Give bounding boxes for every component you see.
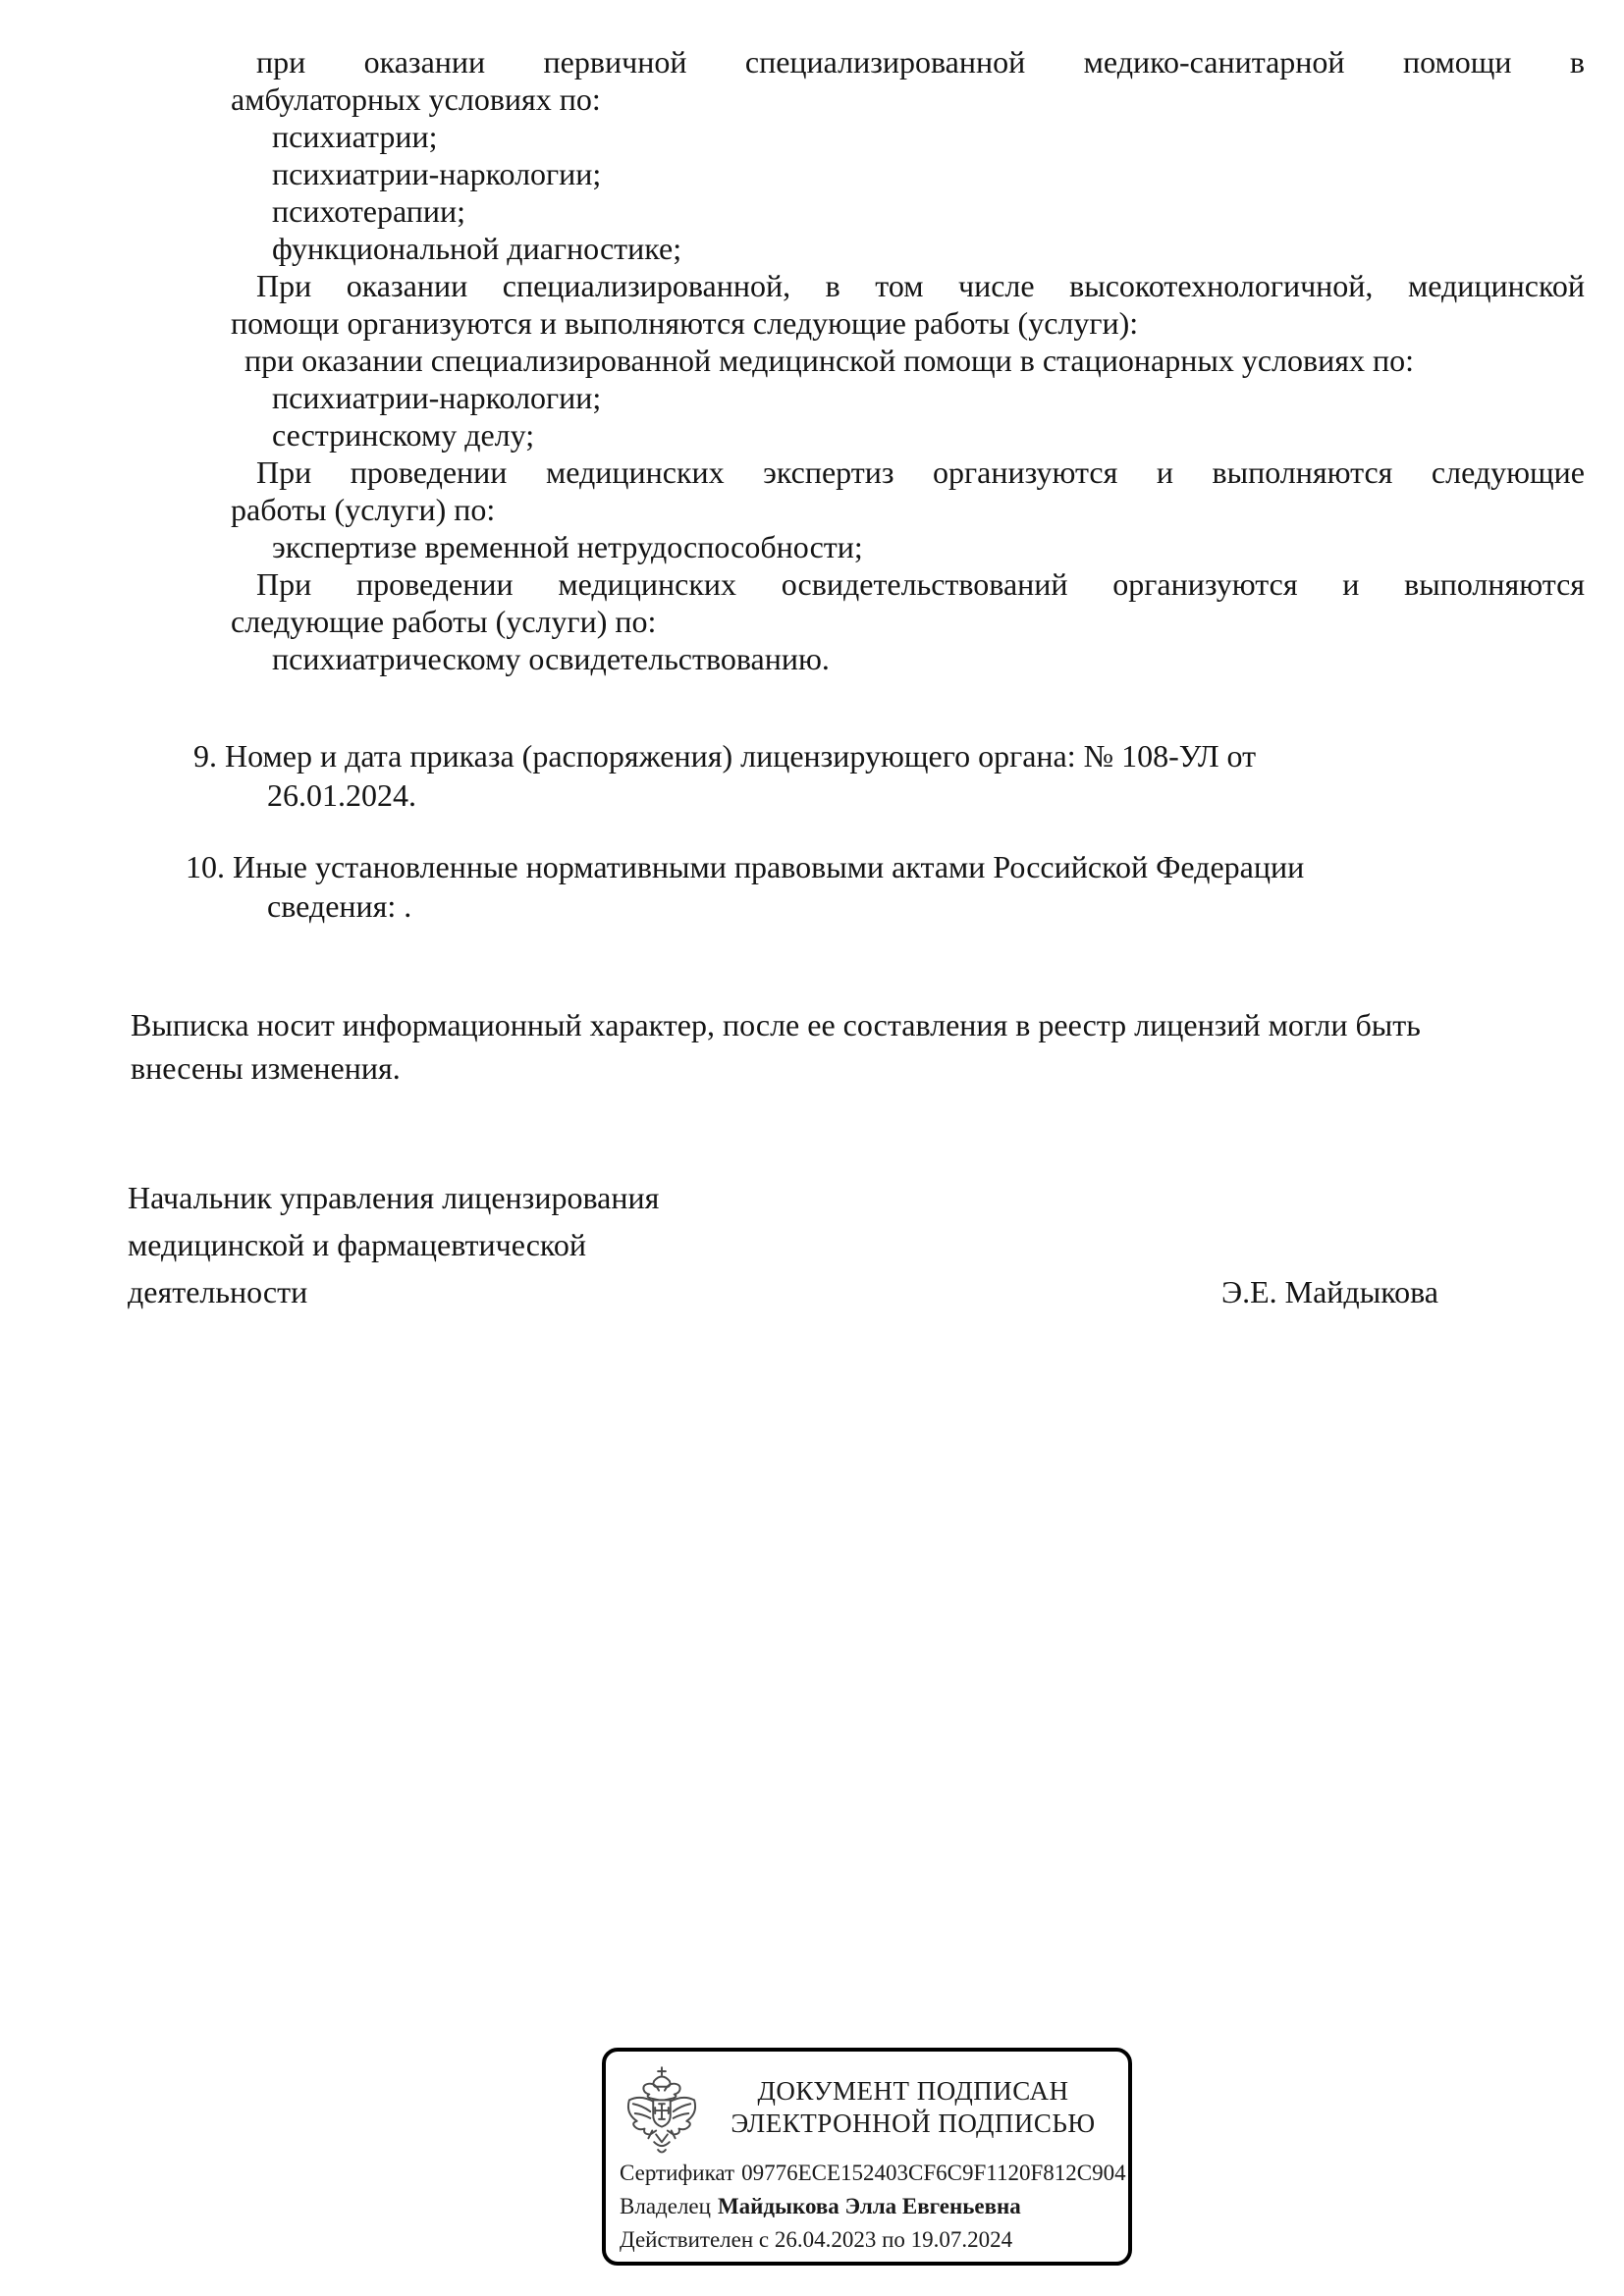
stamp-title [710,2075,1116,2140]
text-line: помощи организуются и выполняются следующие работы (услуги): [231,305,1139,341]
electronic-signature-stamp [602,2048,1132,2266]
signature-row [128,1174,1438,1315]
clause-10-line: 10. Иные установленные нормативными правовыми актами Российской Федерации [186,849,1305,884]
clause-9 [193,736,1565,815]
stamp-certificate-line [620,2157,1126,2190]
text-line: работы (услуги) по: [231,492,496,527]
text-line: при оказании первичной специализированной медико-санитарной помощи в [256,44,1585,80]
service-item: психиатрии-наркологии; [272,380,602,415]
stamp-title-line: ЭЛЕКТРОННОЙ ПОДПИСЬЮ [731,2109,1096,2138]
text-line: следующие работы (услуги) по: [231,604,657,639]
service-item: сестринскому делу; [272,417,535,453]
signer-name: Э.Е. Майдыкова [1220,1274,1438,1309]
text-line: При оказании специализированной, в том числе высокотехнологичной, медицинской [256,268,1585,303]
numbered-clauses [186,736,1565,926]
clause-9-line: 9. Номер и дата приказа (распоряжения) лицензирующего органа: № 108-УЛ от [193,738,1257,774]
signer-title-line: Начальник управления лицензирования [128,1180,660,1215]
service-item: экспертизе временной нетрудоспособности; [272,529,863,564]
service-item: психиатрии-наркологии; [272,156,602,191]
certificate-label: Сертификат [620,2161,735,2185]
clause-10 [186,847,1565,926]
owner-label: Владелец [620,2194,711,2218]
text-line: При проведении медицинских экспертиз организуются и выполняются следующие [256,454,1585,490]
service-item: психотерапии; [272,193,466,229]
signer-title-line: медицинской и фармацевтической [128,1227,586,1262]
signer-title [128,1174,659,1315]
roszdravnadzor-double-headed-eagle-icon [625,2065,698,2162]
service-item: психиатрии; [272,119,438,154]
text-line: при оказании специализированной медицинской помощи в стационарных условиях по: [244,343,1414,378]
service-item: психиатрическому освидетельствованию. [272,641,830,676]
stamp-title-line: ДОКУМЕНТ ПОДПИСАН [757,2076,1069,2106]
stamp-details [620,2157,1126,2257]
text-line: При проведении медицинских освидетельствований организуются и выполняются [256,566,1585,602]
license-works-section [231,0,1585,677]
stamp-owner-line [620,2190,1122,2223]
note-line: внесены изменения. [131,1050,401,1086]
stamp-validity-line: Действителен с 26.04.2023 по 19.07.2024 [620,2227,1013,2252]
text-line: амбулаторных условиях по: [231,81,601,117]
informational-note [131,1003,1551,1090]
clause-9-date: 26.01.2024. [267,777,416,813]
note-line: Выписка носит информационный характер, после ее составления в реестр лицензий могли быть [131,1007,1421,1042]
clause-10-cont: сведения: . [267,888,412,924]
signer-title-line: деятельности [128,1274,308,1309]
certificate-value: 09776ECE152403CF6C9F1120F812C904 [741,2161,1126,2185]
service-item: функциональной диагностике; [272,231,682,266]
owner-value: Майдыкова Элла Евгеньевна [717,2194,1021,2218]
